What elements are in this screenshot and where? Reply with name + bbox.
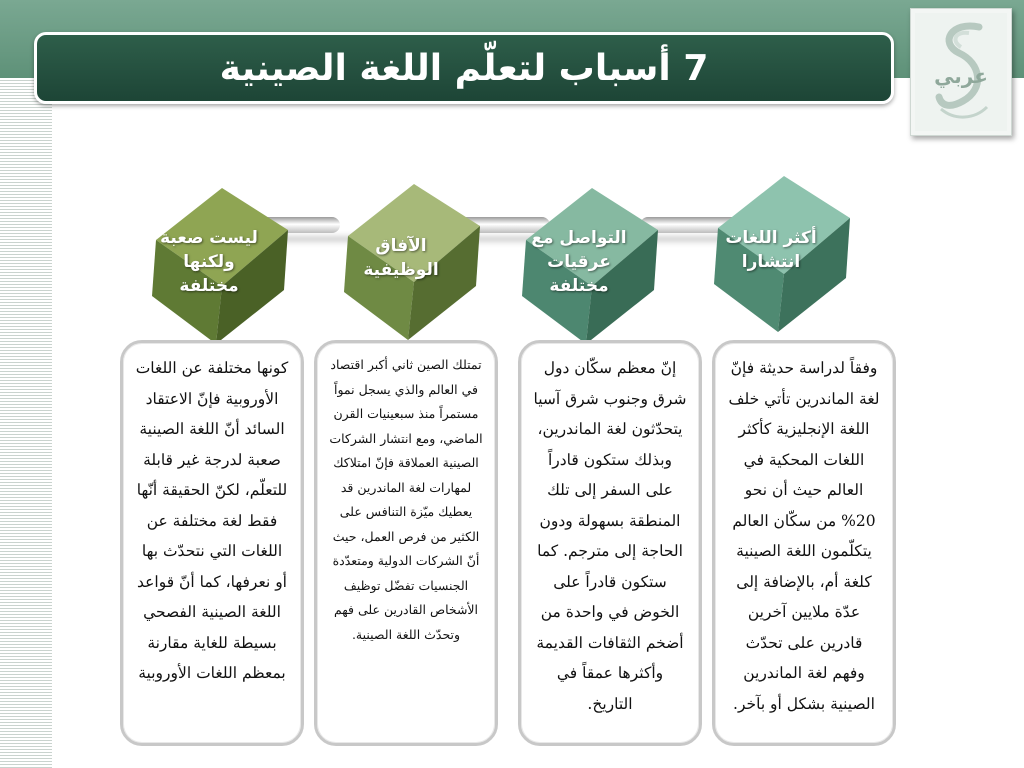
page-title: 7 أسباب لتعلّم اللغة الصينية — [219, 47, 709, 89]
logo-emblem-icon — [911, 9, 1011, 135]
logo — [910, 8, 1012, 136]
title-banner — [34, 32, 894, 104]
reason-label: ليست صعبة ولكنها مختلفة — [160, 228, 258, 296]
reason-label: التواصل مع عرقيات مختلفة — [531, 228, 627, 296]
reason-text: تمتلك الصين ثاني أكبر اقتصاد في العالم والذي يسجل نمواً مستمراً منذ سبعينيات القرن الماضي، ومع انتشار الشركات الصينية العملاقة فإنّ امتلاكك لمهارات لغة الماندرين قد يعطيك ميّزة التنافس على الكثير من فرص العمل، حيث أنّ الشركات الدولية ومتعدّدة الجنسيات تفضّل توظيف الأشخاص القادرين على فهم وتحدّث اللغة الصينية. — [329, 357, 483, 642]
left-striped-margin — [0, 78, 52, 768]
reason-description-3 — [314, 340, 498, 746]
reason-description-2 — [518, 340, 702, 746]
reason-text: إنّ معظم سكّان دول شرق وجنوب شرق آسيا يتحدّثون لغة الماندرين، وبذلك ستكون قادراً على السفر إلى تلك المنطقة بسهولة ودون الحاجة إلى مترجم. كما ستكون قادراً على الخوض في واحدة من أضخم الثقافات القديمة وأكثرها عمقاً في التاريخ. — [533, 359, 687, 713]
reason-cube-1 — [700, 160, 870, 340]
reason-description-4 — [120, 340, 304, 746]
reason-label: أكثر اللغات انتشارا — [725, 228, 817, 272]
reason-cube-2 — [508, 172, 678, 352]
reason-text: وفقاً لدراسة حديثة فإنّ لغة الماندرين تأتي خلف اللغة الإنجليزية كأكثر اللغات المحكية في العالم حيث أن نحو 20% من سكّان العالم يتكلّمون اللغة الصينية كلغة أم، بالإضافة إلى عدّة ملايين آخرين قادرين على تحدّث وفهم لغة الماندرين الصينية بشكل أو بآخر. — [728, 359, 880, 713]
reason-text: كونها مختلفة عن اللغات الأوروبية فإنّ الاعتقاد السائد أنّ اللغة الصينية صعبة لدرجة غير قابلة للتعلّم، لكنّ الحقيقة أنّها فقط لغة مختلفة عن اللغات التي نتحدّث بها أو نعرفها، كما أنّ قواعد اللغة الصينية الفصحي بسيطة للغاية مقارنة بمعظم اللغات الأوروبية — [135, 359, 289, 682]
reason-cube-3 — [330, 168, 500, 348]
reason-description-1 — [712, 340, 896, 746]
reason-label: الآفاق الوظيفية — [363, 236, 439, 280]
reason-cube-4 — [138, 172, 308, 352]
svg-text:عربي: عربي — [934, 64, 988, 88]
